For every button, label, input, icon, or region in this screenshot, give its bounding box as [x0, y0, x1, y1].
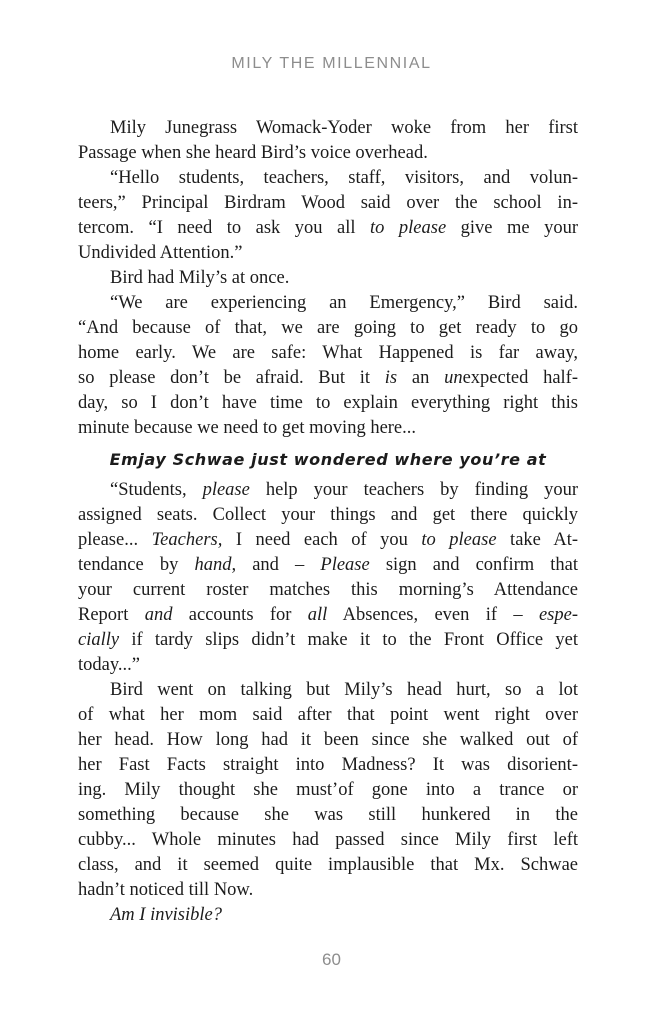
text-run: accounts for	[172, 605, 308, 625]
text-line	[78, 603, 578, 628]
paragraph	[78, 903, 578, 928]
text-line	[78, 141, 578, 166]
text-line	[78, 191, 578, 216]
handwritten-heading	[78, 447, 578, 472]
text-run: home early. We are safe: What Happened is far away,	[78, 343, 578, 363]
text-line	[78, 116, 578, 141]
emphasized-text: and	[144, 605, 173, 625]
text-line	[78, 803, 578, 828]
text-line	[78, 828, 578, 853]
text-run: I need each of you	[222, 530, 422, 550]
emphasized-text: Please	[320, 555, 370, 575]
text-line	[78, 447, 578, 472]
text-line	[78, 366, 578, 391]
text-line	[78, 778, 578, 803]
emphasized-text: please	[202, 480, 250, 500]
emphasized-text: to please	[421, 530, 497, 550]
text-run: sign and confirm that	[369, 555, 578, 575]
text-run: Report	[78, 605, 145, 625]
text-run: minute because we need to get moving here...	[78, 418, 417, 438]
emphasized-text: espe-	[538, 605, 578, 625]
text-run: “And because of that, we are going to get ready to go	[78, 318, 578, 338]
paragraph	[78, 116, 578, 166]
text-line	[78, 503, 578, 528]
text-run: teers,” Principal Birdram Wood said over the school in-	[78, 193, 578, 213]
text-run: tendance by	[78, 555, 195, 575]
text-run: help your teachers by finding your	[249, 480, 578, 500]
text-run: her head. How long had it been since she walked out of	[78, 730, 578, 750]
text-run: Mily Junegrass Womack-Yoder woke from her first	[110, 118, 578, 138]
text-line	[78, 391, 578, 416]
text-line	[78, 416, 578, 441]
text-line	[78, 291, 578, 316]
text-run: an	[397, 368, 445, 388]
running-header: MILY THE MILLENNIAL	[231, 55, 432, 72]
paragraph	[78, 291, 578, 441]
text-line	[78, 728, 578, 753]
text-line	[78, 553, 578, 578]
emphasized-text: is	[384, 368, 398, 388]
emphasized-text: hand,	[194, 555, 237, 575]
text-run: tercom. “I need to ask you all	[78, 218, 371, 238]
text-run: Emjay Schwae just wondered where you’re at	[109, 450, 547, 469]
text-line	[78, 578, 578, 603]
text-line	[78, 166, 578, 191]
text-run: something because she was still hunkered in the	[78, 805, 578, 825]
text-run: assigned seats. Collect your things and get there quickly	[78, 505, 578, 525]
text-line	[78, 753, 578, 778]
text-run: expected half-	[462, 368, 578, 388]
text-line	[78, 853, 578, 878]
emphasized-text: all	[307, 605, 328, 625]
text-run: “Students,	[110, 480, 203, 500]
text-line	[78, 266, 578, 291]
text-run: “We are experiencing an Emergency,” Bird said.	[110, 293, 578, 313]
emphasized-text: to please	[370, 218, 447, 238]
paragraph	[78, 166, 578, 266]
paragraph	[78, 478, 578, 678]
page-number: 60	[322, 950, 341, 969]
emphasized-text: Teachers,	[151, 530, 223, 550]
text-line	[78, 653, 578, 678]
text-run: Bird went on talking but Mily’s head hurt, so a lot	[110, 680, 578, 700]
paragraph	[78, 678, 578, 903]
emphasized-text: un	[444, 368, 463, 388]
text-run: hadn’t noticed till Now.	[78, 880, 254, 900]
text-run: class, and it seemed quite implausible that Mx. Schwae	[78, 855, 578, 875]
body-text	[78, 116, 578, 928]
text-run: day, so I don’t have time to explain everything right this	[78, 393, 578, 413]
text-run: your current roster matches this morning’s Attendance	[78, 580, 578, 600]
text-run: and –	[236, 555, 321, 575]
text-line	[78, 241, 578, 266]
text-run: “Hello students, teachers, staff, visitors, and volun-	[110, 168, 578, 188]
text-line	[78, 316, 578, 341]
emphasized-text: cially	[78, 630, 120, 650]
text-run: so please don’t be afraid. But it	[78, 368, 385, 388]
text-run: of what her mom said after that point went right over	[78, 705, 578, 725]
text-run: ing. Mily thought she must’of gone into a trance or	[78, 780, 578, 800]
text-run: Bird had Mily’s at once.	[110, 268, 290, 288]
text-run: give me your	[446, 218, 579, 238]
text-run: cubby... Whole minutes had passed since Mily first left	[78, 830, 578, 850]
text-line	[78, 478, 578, 503]
text-run: Undivided Attention.”	[78, 243, 243, 263]
text-line	[78, 903, 578, 928]
text-line	[78, 628, 578, 653]
text-run: her Fast Facts straight into Madness? It was disorient-	[78, 755, 578, 775]
emphasized-text: Am I invisible?	[110, 905, 223, 925]
text-line	[78, 528, 578, 553]
text-run: please...	[78, 530, 152, 550]
text-run: take At-	[496, 530, 578, 550]
text-line	[78, 216, 578, 241]
text-run: today...”	[78, 655, 140, 675]
text-line	[78, 703, 578, 728]
text-line	[78, 341, 578, 366]
text-run: if tardy slips didn’t make it to the Front Office yet	[119, 630, 578, 650]
paragraph	[78, 266, 578, 291]
text-line	[78, 878, 578, 903]
text-line	[78, 678, 578, 703]
text-run: Passage when she heard Bird’s voice overhead.	[78, 143, 428, 163]
text-run: Absences, even if –	[327, 605, 539, 625]
